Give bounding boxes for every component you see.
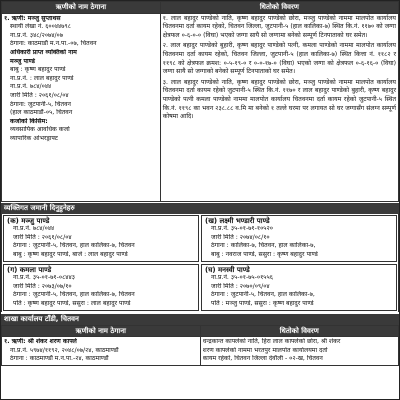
authorized-person-name: मञ्जु पाण्डे xyxy=(10,57,35,65)
guarantor-name: (घ) मनस्वी पाण्डे xyxy=(205,265,250,274)
collateral-cell xyxy=(200,337,399,366)
collateral-line-2: शरण काफ्लेको नाममा भरतपुर मालपोत कार्यालयमा दर्ता xyxy=(202,346,328,354)
guarantor-address: ठेगाना : जुटपानी-५, चितवन, हाल कालिका-७, चितवन xyxy=(13,291,135,299)
branch-header: शाखा कार्यालय टाँडी, चितवन xyxy=(1,314,399,325)
auth-address: ठेगाना: जुटपानी-५, चितवन xyxy=(10,100,71,108)
borrower-name: १. ऋणी: मञ्जु सुप्ताथस xyxy=(4,14,61,22)
guarantor-citizenship: ना.प्र.नं. ३५-०१-७१-०८४४३ xyxy=(13,274,75,282)
guarantor-citizenship: ना.प्र.नं. ७८४/०४४ xyxy=(13,225,55,233)
guarantor-issue-date: जारी मिति : २०७४/०८/१० xyxy=(211,233,270,241)
citizenship-number: ना.प्र.नं. ५९७४/११९२, २०४८/०७/२४, काठमाण्डौं xyxy=(10,346,119,354)
collateral-item-2: २. लाल बहादुर पाण्डेको बुहारी, कृष्ण बहादुर पाण्डेको पत्नी, कमला पाण्डेको नाममा मालपोत कार्यालय चितवनमा दर्ता कायम रहेको, चितवन जिल्ला, जुटपानी-५ (हाल कालिका-७) स्थित कित्ता नं. ११८२ र ११९८ को क्षेत्रफल क्रमश: ०-५-१९-० र ०-०-१७-० (विघा) भएको जग्गा को क्षेत्रफल ०-६-१६-० (विघा) जग्गा सायै सो जग्गाको बनेको सम्पूर्ण टिनपाताको घर समेत। xyxy=(162,42,396,76)
guarantor-issue-date: जारी मिति : २०७०/०९/०४ xyxy=(211,282,270,290)
auth-current-address: (हाल काठमाडौं-०५, चितवन xyxy=(10,109,73,117)
collateral-item-3: ३. लाल बहादुर पाण्डेको नाति, कृष्ण बहादुर पाण्डेको छोरा, मञ्जु पाण्डेको नाममा मालपोत कार्यालय चितवनमा दर्ता कायम रहेको जुटपानी-५ स्थित कि.नं. ११७० र लाल बहादुर पाण्डेको बुहारी, कृष्ण बहादुर पाण्डेको पत्नी कमला पाण्डेको नाममा मालपोत कार्यालय चितवनमा दर्ता कायम रहेको जुटपानी-५ स्थित कि.नं. ११९८ का भवन २३८.८८ व.मि मा बनेको १ तल्ले घरमा पर लगायत सो घर जग्गासँग संलग्न सम्पूर्ण कोषमा आदि। xyxy=(162,78,396,121)
guarantor-box-ka xyxy=(3,215,199,262)
authorized-person-label: अधिकारी प्राप्त व्यक्तिको नाम xyxy=(10,48,77,56)
borrower-cell xyxy=(2,337,201,366)
collateral-header: धितोको विवरण xyxy=(160,2,398,14)
guarantor-relations: पति : मञ्जु पाण्डे, ससुरा : कृष्ण बहादुर पाण्डे xyxy=(211,299,314,307)
guarantor-citizenship: ना.प्र.नं. ३५-०१-७५-०१५५६ xyxy=(211,274,273,282)
guarantor-address: ठेगाना : कालिका-७, चितवन, हाल कालिका-७, xyxy=(211,242,316,250)
guarantor-box-ga xyxy=(3,264,199,311)
borrower-name: १. ऋणी: श्री शंकर शरण काफ्ले xyxy=(4,338,77,346)
loan-type-label: कर्जाको किसिम: xyxy=(10,117,48,125)
guarantor-address: ठेगाना : जुटपानी-५, चितवन, हाल कालिका-७, xyxy=(211,291,315,299)
grandfather-name: ना.प्र.नं. : लाल बहादुर पाण्डे xyxy=(10,74,74,82)
guarantor-name: (ग) कमला पाण्डे xyxy=(7,265,52,274)
loan-type-1: व्यवसायिक आवधिक कर्जा xyxy=(10,126,70,134)
borrower-header: ऋणीको नाम ठेगाना xyxy=(2,325,201,337)
collateral-header: धितोको विवरण xyxy=(200,325,399,337)
collateral-cell xyxy=(160,13,398,201)
guarantor-address: ठेगाना : जुटपानी-५, चितवन, हाल कालिका-७, चितवन xyxy=(13,242,135,250)
address: ठेगाना : काठमाण्डौं म.न.पा.-२४, काठमाण्डौं xyxy=(10,355,109,363)
guarantors-header: व्यक्तिगत जमानी दिनुहुनेहरु xyxy=(1,203,399,214)
auth-citizenship: ना.प्र.नं. ७८४/०४४ xyxy=(10,83,52,91)
guarantor-issue-date: जारी मिति : २०७३/०७/१० xyxy=(13,282,72,290)
guarantor-relations: पति : कृष्ण बहादुर पाण्डे, ससुरा : लाल बहादुर पाण्डे xyxy=(13,299,131,307)
pan-number: स्थायी लेखा नं. ६००४४७९८ xyxy=(10,23,71,31)
guarantor-name: (क) मञ्जु पाण्डे xyxy=(7,216,50,225)
collateral-line-3: कायम रहेको, चितवन जिल्ला देवौली - ०२-ख, चितवन xyxy=(202,355,323,363)
guarantor-issue-date: जारी मिति : २०६१/०८/०४ xyxy=(13,233,72,241)
guarantor-relations: बाबु : नवराज पाण्डे, ससुरा : कृष्ण बहादुर पाण्डे xyxy=(211,250,318,258)
address: ठेगाना: काठमाडौं म.न.पा.-०७, चितवन xyxy=(10,40,97,48)
top-table xyxy=(1,1,399,202)
guarantor-box-gha xyxy=(201,264,397,311)
father-name: बाबु : कृष्ण बहादुर पाण्डे xyxy=(10,66,66,74)
collateral-item-1: १. लाल बहादुर पाण्डेको नाति, कृष्ण बहादुर पाण्डेको छोरा, मञ्जु पाण्डेको नाममा मालपोत कार्यालय चितवनमा दर्ता कायम रहेको, चितवन जिल्ला, जुटपानी-५ (हाल कालिका-७) स्थित कि.नं. ११७० को जग्गा क्षेत्रफल ०-६-०-० (विघा) भएको जग्गा सायै सो जग्गामा बनेको सम्पूर्ण टिनपाताको घर समेत। xyxy=(162,14,396,39)
citizenship-number: ना.प्र.नं. ३४८/२०७४/०७ xyxy=(10,31,63,39)
guarantor-citizenship: ना.प्र.नं. ३५-०१-७१-१०५२० xyxy=(211,225,273,233)
guarantors-grid xyxy=(1,214,399,312)
guarantor-relations: बाबु : कृष्ण बहादुर पाण्डे, बाजे : लाल बहादुर पाण्डे xyxy=(13,250,128,258)
bottom-table xyxy=(1,325,399,366)
borrower-header: ऋणीको नाम ठेगाना xyxy=(2,2,161,14)
issue-date: जारी मिति : २०६१/०८/०४ xyxy=(10,91,69,99)
guarantor-name: (ख) लक्ष्मी भण्डारी पाण्डे xyxy=(205,216,270,225)
collateral-line-1: चन्द्रकान्त काफ्लेको नाति, हिरा लाल काफ्लेको छोरा, श्री शंकर xyxy=(202,338,341,346)
borrower-cell xyxy=(2,13,161,201)
guarantor-box-kha xyxy=(201,215,397,262)
loan-type-2: व्यापारिक ओभरड्राफ्ट xyxy=(10,134,58,142)
